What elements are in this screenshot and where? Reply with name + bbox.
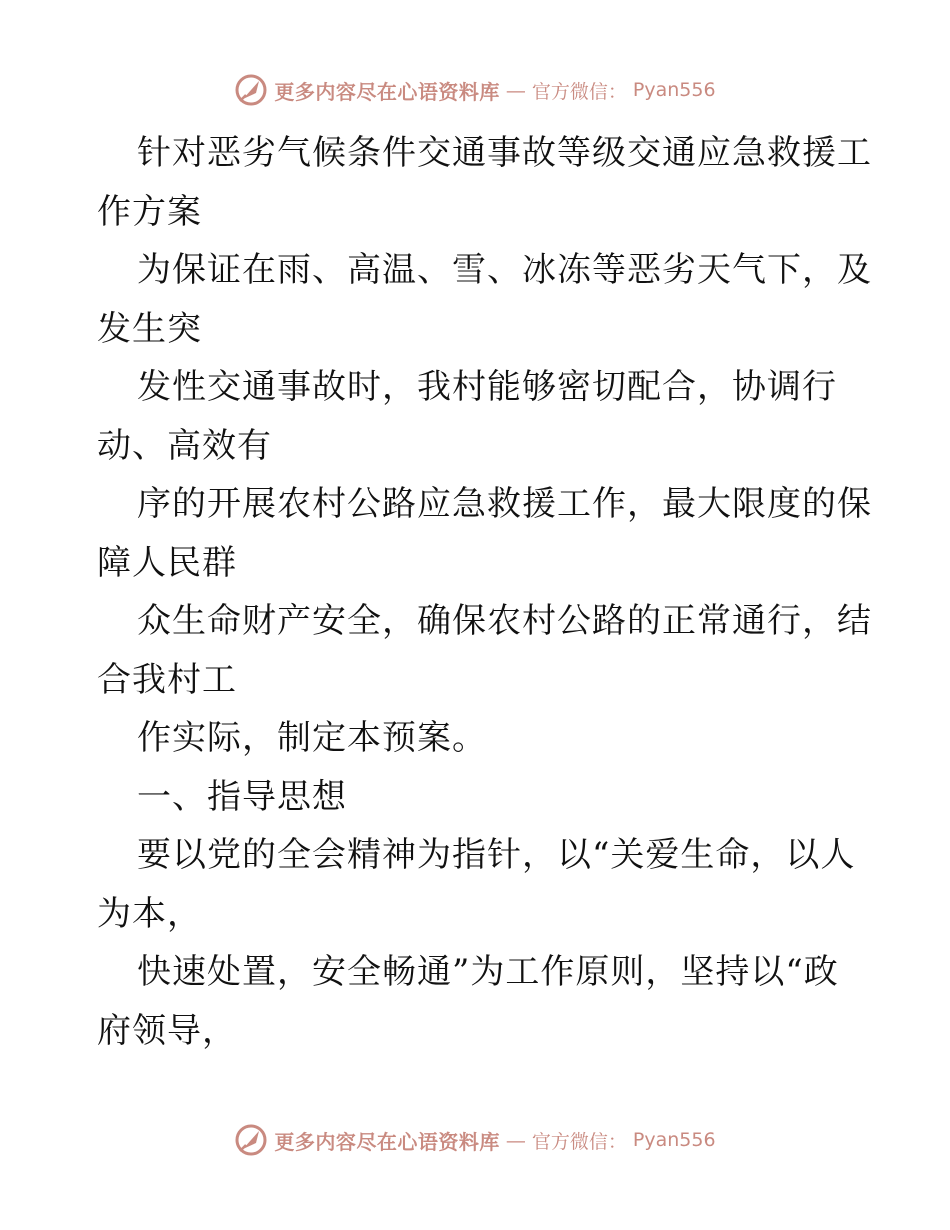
watermark-id-text: Pyan556 xyxy=(632,1129,716,1151)
watermark-sub-text: 官方微信： xyxy=(531,80,627,103)
watermark-sub-text: 官方微信： xyxy=(531,1130,627,1153)
text-line: 快速处置，安全畅通”为工作原则，坚持以“政 xyxy=(137,952,839,992)
text-line: 障人民群 xyxy=(97,542,237,583)
text-line: 序的开展农村公路应急救援工作，最大限度的保 xyxy=(137,484,872,524)
text-line: 为保证在雨、高温、雪、冰冻等恶劣天气下，及 xyxy=(137,250,872,290)
watermark-main-text: 更多内容尽在心语资料库 xyxy=(274,79,500,104)
text-line: 作实际，制定本预案。 xyxy=(137,718,487,758)
text-line: 发生突 xyxy=(97,308,202,349)
text-line: 众生命财产安全，确保农村公路的正常通行，结 xyxy=(137,601,872,641)
document-body xyxy=(97,124,872,1060)
watermark-main-text: 更多内容尽在心语资料库 xyxy=(274,1129,500,1154)
text-line: 一、指导思想 xyxy=(137,776,347,817)
text-line: 发性交通事故时，我村能够密切配合，协调行 xyxy=(137,367,837,407)
text-line: 动、高效有 xyxy=(97,425,272,466)
watermark-id-text: Pyan556 xyxy=(632,79,716,101)
header-watermark xyxy=(0,70,950,110)
text-line: 针对恶劣气候条件交通事故等级交通应急救援工 xyxy=(137,133,872,173)
quill-logo-icon xyxy=(234,1123,268,1157)
text-line: 要以党的全会精神为指针，以“关爱生命，以人 xyxy=(137,835,856,875)
watermark-dash: — xyxy=(505,1128,526,1152)
text-line: 府领导， xyxy=(97,1010,237,1051)
watermark-dash: — xyxy=(505,78,526,102)
text-line: 为本， xyxy=(97,893,202,934)
quill-logo-icon xyxy=(234,73,268,107)
footer-watermark xyxy=(0,1120,950,1160)
text-line: 作方案 xyxy=(97,191,202,232)
text-line: 合我村工 xyxy=(97,659,237,700)
